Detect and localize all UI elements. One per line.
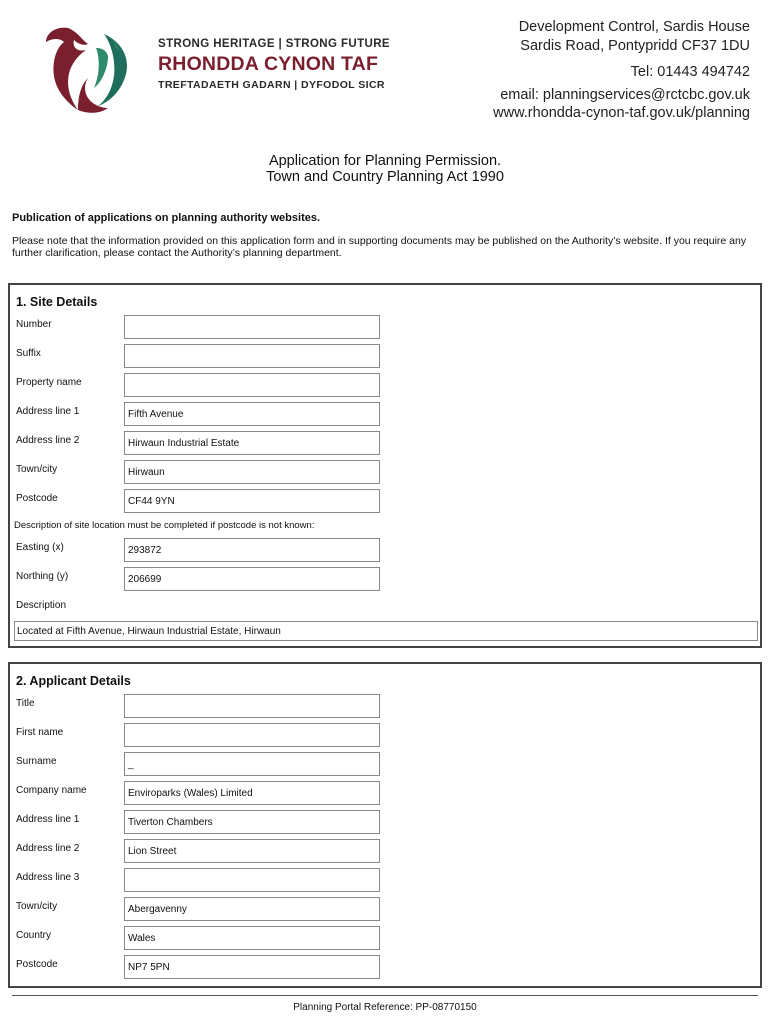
section-heading: 1. Site Details [16, 295, 98, 309]
suffix-field[interactable] [124, 344, 380, 368]
town-city-field[interactable]: Abergavenny [124, 897, 380, 921]
dragon-icon [38, 18, 158, 118]
field-label: Surname [16, 756, 57, 767]
form-title-line1: Application for Planning Permission. [268, 153, 502, 169]
field-label: Northing (y) [16, 571, 69, 582]
field-label: Property name [16, 377, 82, 388]
field-label: Country [16, 930, 52, 941]
field-label: Title [16, 698, 35, 709]
field-label: Description [16, 600, 67, 611]
description-field[interactable]: Located at Fifth Avenue, Hirwaun Industrial Estate, Hirwaun [14, 621, 758, 641]
footer-divider [12, 995, 758, 996]
contact-block [493, 18, 750, 123]
field-label: Address line 2 [16, 843, 80, 854]
field-label: Postcode [16, 493, 58, 504]
section-heading: 2. Applicant Details [16, 674, 131, 688]
publication-heading: Publication of applications on planning authority websites. [12, 212, 321, 224]
field-label: Postcode [16, 959, 58, 970]
contact-line: Development Control, Sardis House [518, 19, 750, 35]
easting-field[interactable]: 293872 [124, 538, 380, 562]
first-name-field[interactable] [124, 723, 380, 747]
address-line2-field[interactable]: Hirwaun Industrial Estate [124, 431, 380, 455]
contact-line: Sardis Road, Pontypridd CF37 1DU [520, 37, 750, 54]
portal-reference: Planning Portal Reference: PP-08770150 [293, 1002, 477, 1013]
address-line2-field[interactable]: Lion Street [124, 839, 380, 863]
field-label: Address line 2 [16, 435, 80, 446]
field-label: First name [16, 727, 64, 738]
country-field[interactable]: Wales [124, 926, 380, 950]
form-title-line2: Town and Country Planning Act 1990 [266, 169, 504, 185]
brand-name: RHONDDA CYNON TAF [158, 53, 379, 75]
field-label: Suffix [16, 348, 41, 359]
address-line1-field[interactable]: Fifth Avenue [124, 402, 380, 426]
number-field[interactable] [124, 315, 380, 339]
title-field[interactable] [124, 694, 380, 718]
tagline-bottom: TREFTADAETH GADARN | DYFODOL SICR [158, 79, 385, 91]
applicant-details-section [8, 662, 762, 988]
contact-email[interactable]: email: planningservices@rctcbc.gov.uk [500, 86, 750, 103]
field-label: Easting (x) [16, 542, 64, 553]
tagline-top: STRONG HERITAGE | STRONG FUTURE [158, 38, 390, 50]
address-line1-field[interactable]: Tiverton Chambers [124, 810, 380, 834]
property-name-field[interactable] [124, 373, 380, 397]
field-label: Address line 1 [16, 814, 80, 825]
field-label: Company name [16, 785, 87, 796]
field-label: Address line 3 [16, 872, 80, 883]
northing-field[interactable]: 206699 [124, 567, 380, 591]
postcode-field[interactable]: NP7 5PN [124, 955, 380, 979]
publication-note: Please note that the information provided on this application form and in supporting documents may be published on the Authority’s website. If you require any further clarification, please contact the Authority’s planning department. [12, 235, 747, 259]
field-label: Address line 1 [16, 406, 80, 417]
contact-website[interactable]: www.rhondda-cynon-taf.gov.uk/planning [493, 105, 750, 121]
site-details-section [8, 283, 762, 648]
field-label: Town/city [16, 464, 58, 475]
location-note: Description of site location must be completed if postcode is not known: [14, 520, 315, 531]
postcode-field[interactable]: CF44 9YN [124, 489, 380, 513]
address-line3-field[interactable] [124, 868, 380, 892]
form-title [0, 153, 770, 185]
field-label: Town/city [16, 901, 58, 912]
field-label: Number [16, 319, 52, 330]
surname-field[interactable]: _ [124, 752, 380, 776]
company-name-field[interactable]: Enviroparks (Wales) Limited [124, 781, 380, 805]
town-city-field[interactable]: Hirwaun [124, 460, 380, 484]
contact-phone: Tel: 01443 494742 [630, 64, 750, 80]
